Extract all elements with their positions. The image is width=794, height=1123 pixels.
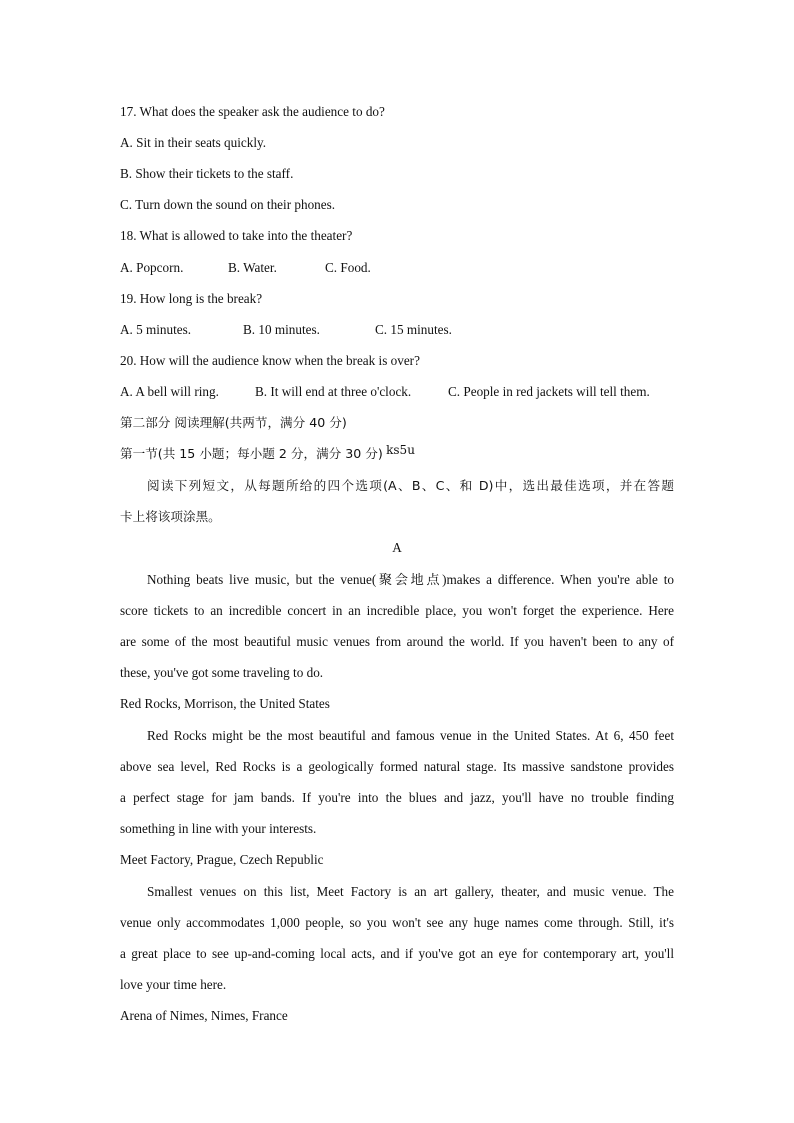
question-19: 19. How long is the break? <box>120 291 263 306</box>
venue-1-line-2: above sea level, Red Rocks is a geologically formed natural stage. Its massive sandstone provides <box>120 759 674 774</box>
intro-line-4: these, you've got some traveling to do. <box>120 665 324 680</box>
venue-1-line-4: something in line with your interests. <box>120 821 317 836</box>
venue-1-line-3: a perfect stage for jam bands. If you're into the blues and jazz, you'll have no trouble finding <box>120 790 674 805</box>
q18-option-a: A. Popcorn. <box>120 260 184 275</box>
part-heading: 第二部分 阅读理解(共两节，满分 40 分) <box>120 415 347 430</box>
intro-line-3: are some of the most beautiful music venues from around the world. If you haven't been to any of <box>120 634 674 649</box>
section-heading: 第一节(共 15 小题；每小题 2 分，满分 30 分) <box>120 446 383 461</box>
venue-1-title: Red Rocks, Morrison, the United States <box>120 696 330 711</box>
q20-option-c: C. People in red jackets will tell them. <box>448 384 650 399</box>
instruction-line-1: 阅读下列短文，从每题所给的四个选项(A、B、C、和 D)中，选出最佳选项，并在答题 <box>147 478 674 493</box>
question-20: 20. How will the audience know when the break is over? <box>120 353 420 368</box>
venue-2-line-3: a great place to see up-and-coming local acts, and if you've got an eye for contemporary art, you'll <box>120 946 674 961</box>
q20-option-b: B. It will end at three o'clock. <box>255 384 412 399</box>
q18-option-b: B. Water. <box>228 260 277 275</box>
q19-option-a: A. 5 minutes. <box>120 322 192 337</box>
intro-line-1: Nothing beats live music, but the venue(聚会地点)makes a difference. When you're able to <box>147 572 674 587</box>
q17-option-b: B. Show their tickets to the staff. <box>120 166 294 181</box>
venue-2-line-1: Smallest venues on this list, Meet Factory is an art gallery, theater, and music venue. The <box>147 884 674 899</box>
q20-option-a: A. A bell will ring. <box>120 384 219 399</box>
watermark-text: ks5u <box>386 443 415 457</box>
venue-2-line-2: venue only accommodates 1,000 people, so you won't see any huge names come through. Still, it's <box>120 915 674 930</box>
question-18: 18. What is allowed to take into the theater? <box>120 228 353 243</box>
q17-option-a: A. Sit in their seats quickly. <box>120 135 267 150</box>
question-17: 17. What does the speaker ask the audience to do? <box>120 104 385 119</box>
q18-option-c: C. Food. <box>325 260 371 275</box>
passage-label: A <box>392 540 402 555</box>
intro-line-2: score tickets to an incredible concert in an incredible place, you won't forget the experience. Here <box>120 603 674 618</box>
venue-2-line-4: love your time here. <box>120 977 227 992</box>
instruction-line-2: 卡上将该项涂黑。 <box>120 509 221 524</box>
section-heading-row <box>120 445 415 463</box>
venue-1-line-1: Red Rocks might be the most beautiful and famous venue in the United States. At 6, 450 feet <box>147 728 674 743</box>
q17-option-c: C. Turn down the sound on their phones. <box>120 197 336 212</box>
venue-2-title: Meet Factory, Prague, Czech Republic <box>120 852 324 867</box>
venue-3-title: Arena of Nimes, Nimes, France <box>120 1008 288 1023</box>
q19-option-c: C. 15 minutes. <box>375 322 452 337</box>
q19-option-b: B. 10 minutes. <box>243 322 320 337</box>
